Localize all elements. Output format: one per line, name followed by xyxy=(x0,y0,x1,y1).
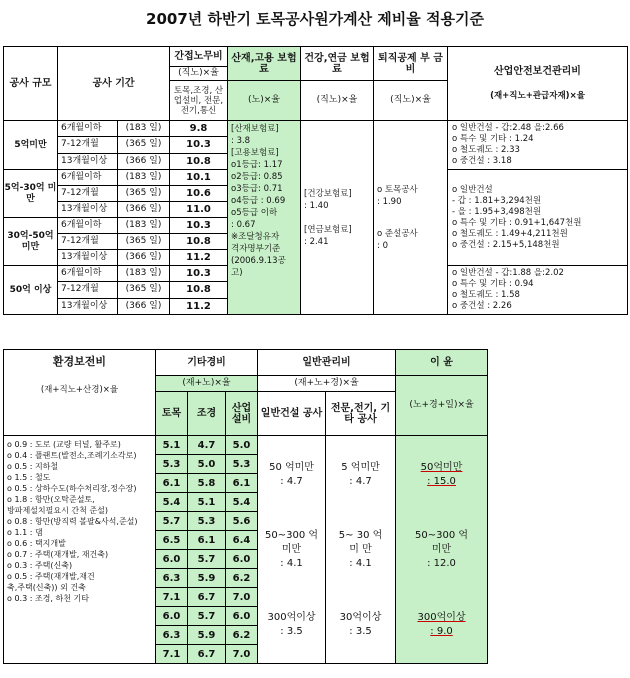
rate-cell: 6.1 xyxy=(188,531,226,550)
specialty-construction-rates: 5 억미만 : 4.7 5~ 30 억 미 만 : 4.1 30억이상 : 3.5 xyxy=(326,436,396,664)
header-health-pension: 건강,연금 보험료 xyxy=(301,47,374,81)
safety-block: o 일반건설 - 갑 : 1.81+3,294천원 - 을 : 1.95+3,498천원 o 특수 및 기타 : 0.91+1,647천원 o 철도궤도 : 1.49+4,211천원 o 중건설 : 2.15+5,148천원 xyxy=(448,170,628,266)
days-label: (365 일) xyxy=(118,137,170,153)
labor-formula: (직노)×율 xyxy=(170,67,228,81)
period-label: 7-12개월 xyxy=(58,282,118,298)
rate-cell: 5.7 xyxy=(156,512,188,531)
rate-cell: 6.5 xyxy=(156,531,188,550)
header-other-expense: 기타경비 xyxy=(156,350,258,376)
rate-cell: 6.7 xyxy=(188,588,226,607)
rate-cell: 5.3 xyxy=(156,455,188,474)
general-construction-rates: 50 억미만 : 4.7 50~300 억 미만 : 4.1 300억이상 : 3.5 xyxy=(258,436,326,664)
days-label: (183 일) xyxy=(118,266,170,282)
rate-cell: 7.1 xyxy=(156,645,188,664)
rate-cell: 6.1 xyxy=(226,474,258,493)
days-label: (183 일) xyxy=(118,218,170,234)
period-label: 7-12개월 xyxy=(58,137,118,153)
rate-cell: 5.0 xyxy=(188,455,226,474)
profit-formula: (노+경+일)×율 xyxy=(396,376,488,436)
safety-block: o 일반건설 - 갑:1.88 을:2.02 o 특수 및 기타 : 0.94 o 철도궤도 : 1.58 o 중건설 : 2.26 xyxy=(448,266,628,315)
rate-value: 10.3 xyxy=(170,218,228,234)
rate-value: 10.6 xyxy=(170,186,228,202)
period-label: 7-12개월 xyxy=(58,234,118,250)
rate-cell: 6.0 xyxy=(226,607,258,626)
list-item: o 1.1 : 댐 xyxy=(7,528,43,537)
rate-cell: 5.3 xyxy=(188,512,226,531)
rate-cell: 6.2 xyxy=(226,626,258,645)
rate-cell: 6.2 xyxy=(226,569,258,588)
days-label: (366 일) xyxy=(118,298,170,314)
days-label: (366 일) xyxy=(118,153,170,169)
list-item: 방파제설치필요시 간척 준설) xyxy=(7,506,108,515)
list-item: o 0.4 : 플랜트(발전소,조례기소각로) xyxy=(7,451,137,460)
list-item: o 0.5 : 지하철 xyxy=(7,462,59,471)
header-profit: 이 윤 xyxy=(396,350,488,376)
rate-cell: 5.1 xyxy=(188,493,226,512)
days-label: (365 일) xyxy=(118,234,170,250)
scale-label: 5억-30억 미만 xyxy=(4,170,58,218)
days-label: (366 일) xyxy=(118,250,170,266)
rate-cell: 6.0 xyxy=(226,550,258,569)
rate-value: 10.8 xyxy=(170,282,228,298)
profit-rates: 50억미만 : 15.0 50~300 억 미만 : 12.0 300억이상 : 9.0 xyxy=(396,436,488,664)
rate-cell: 5.7 xyxy=(188,607,226,626)
rate-cell: 5.4 xyxy=(156,493,188,512)
rate-cell: 5.9 xyxy=(188,569,226,588)
list-item: o 0.6 : 택지개발 xyxy=(7,539,66,548)
rate-value: 11.0 xyxy=(170,202,228,218)
list-item: o 0.5 : 상하수도(하수처리장,정수장) xyxy=(7,484,137,493)
rate-cell: 6.0 xyxy=(156,550,188,569)
scale-label: 5억미만 xyxy=(4,121,58,170)
rate-value: 11.2 xyxy=(170,250,228,266)
list-item: o 0.3 : 주택(신축) xyxy=(7,561,73,570)
rate-value: 10.3 xyxy=(170,266,228,282)
col-industrial: 산업 설비 xyxy=(226,392,258,436)
bottom-rate-table xyxy=(3,349,488,664)
rate-cell: 5.6 xyxy=(226,512,258,531)
rate-cell: 5.7 xyxy=(188,550,226,569)
header-insurance: 산재,고용 보험료 xyxy=(228,47,301,81)
rate-cell: 7.1 xyxy=(156,588,188,607)
period-label: 6개월이하 xyxy=(58,218,118,234)
list-item: 축,주택(신축)) 외 건축 xyxy=(7,583,86,592)
days-label: (183 일) xyxy=(118,121,170,137)
rate-value: 9.8 xyxy=(170,121,228,137)
list-item: o 0.3 : 조경, 하천 기타 xyxy=(7,594,89,603)
days-label: (366 일) xyxy=(118,202,170,218)
rate-cell: 7.0 xyxy=(226,645,258,664)
col-general-construction: 일반건설 공사 xyxy=(258,392,326,436)
rate-cell: 5.8 xyxy=(188,474,226,493)
health-notes: [건강보험료] : 1.40 [연금보험료] : 2.41 xyxy=(301,121,374,315)
retire-notes: o 토목공사 : 1.90 o 준설공사 : 0 xyxy=(374,121,448,315)
rate-value: 10.8 xyxy=(170,153,228,169)
period-label: 6개월이하 xyxy=(58,170,118,186)
retire-formula: (직노)×율 xyxy=(374,81,448,121)
health-formula: (직노)×율 xyxy=(301,81,374,121)
header-indirect-labor: 간접노무비 xyxy=(170,47,228,67)
header-env: 환경보전비 (재+직노+산경)×율 xyxy=(4,350,156,436)
list-item: o 0.7 : 주택(재개발, 재건축) xyxy=(7,550,109,559)
list-item: o 1.5 : 철도 xyxy=(7,473,51,482)
rate-cell: 5.1 xyxy=(156,436,188,455)
insurance-formula: (노)×율 xyxy=(228,81,301,121)
period-label: 6개월이하 xyxy=(58,121,118,137)
rate-cell: 6.7 xyxy=(188,645,226,664)
header-period: 공사 기간 xyxy=(58,47,170,121)
rate-cell: 7.0 xyxy=(226,588,258,607)
period-label: 13개월이상 xyxy=(58,298,118,314)
period-label: 13개월이상 xyxy=(58,250,118,266)
header-scale: 공사 규모 xyxy=(4,47,58,121)
safety-block: o 일반건설 - 갑:2.48 을:2.66 o 특수 및 기타 : 1.24 o 철도궤도 : 2.33 o 중건설 : 3.18 xyxy=(448,121,628,170)
scale-label: 30억-50억 미만 xyxy=(4,218,58,266)
period-label: 13개월이상 xyxy=(58,202,118,218)
rate-cell: 6.3 xyxy=(156,569,188,588)
list-item: o 0.5 : 주택(재개발,재건 xyxy=(7,572,95,581)
list-item: o 0.9 : 도로 (교량 터널, 활주로) xyxy=(7,440,121,449)
top-rate-table xyxy=(3,46,628,315)
rate-value: 10.1 xyxy=(170,170,228,186)
header-safety: 산업안전보건관리비 (재+직노+관급자재)×율 xyxy=(448,47,628,121)
rate-value: 10.8 xyxy=(170,234,228,250)
other-formula: (재+노)×율 xyxy=(156,376,258,392)
rate-cell: 5.4 xyxy=(226,493,258,512)
period-label: 13개월이상 xyxy=(58,153,118,169)
header-retirement: 퇴직공제 부 금 비 xyxy=(374,47,448,81)
rate-cell: 5.3 xyxy=(226,455,258,474)
rate-cell: 6.4 xyxy=(226,531,258,550)
rate-value: 11.2 xyxy=(170,298,228,314)
rate-cell: 4.7 xyxy=(188,436,226,455)
rate-cell: 6.1 xyxy=(156,474,188,493)
rate-cell: 6.0 xyxy=(156,607,188,626)
header-general-admin: 일반관리비 xyxy=(258,350,396,376)
rate-cell: 6.3 xyxy=(156,626,188,645)
env-rate-list xyxy=(4,436,156,664)
labor-types: 토목,조경, 산업설비, 전문,전기,통신 xyxy=(170,81,228,121)
days-label: (365 일) xyxy=(118,282,170,298)
period-label: 7-12개월 xyxy=(58,186,118,202)
insurance-notes: [산재보험료] : 3.8 [고용보험료] o1등급: 1.17 o2등급: 0.85 o3등급: 0.71 o4등급 : 0.69 o5등급 이하 : 0.67 ※조달청유자 격자명부기준 (2006.9.13공고) xyxy=(228,121,301,315)
list-item: o 0.8 : 항만(방직력 볼팔&사석,준설) xyxy=(7,517,138,526)
period-label: 6개월이하 xyxy=(58,266,118,282)
col-civil: 토목 xyxy=(156,392,188,436)
rate-cell: 5.0 xyxy=(226,436,258,455)
scale-label: 50억 이상 xyxy=(4,266,58,315)
page-title: 2007년 하반기 토목공사원가계산 제비율 적용기준 xyxy=(146,10,484,28)
days-label: (365 일) xyxy=(118,186,170,202)
days-label: (183 일) xyxy=(118,170,170,186)
col-landscape: 조경 xyxy=(188,392,226,436)
rate-value: 10.3 xyxy=(170,137,228,153)
rate-cell: 5.9 xyxy=(188,626,226,645)
col-specialty-construction: 전문,전기, 기타 공사 xyxy=(326,392,396,436)
general-formula: (재+노+경)×율 xyxy=(258,376,396,392)
list-item: o 1.8 : 항만(오탁준설토, xyxy=(7,495,95,504)
